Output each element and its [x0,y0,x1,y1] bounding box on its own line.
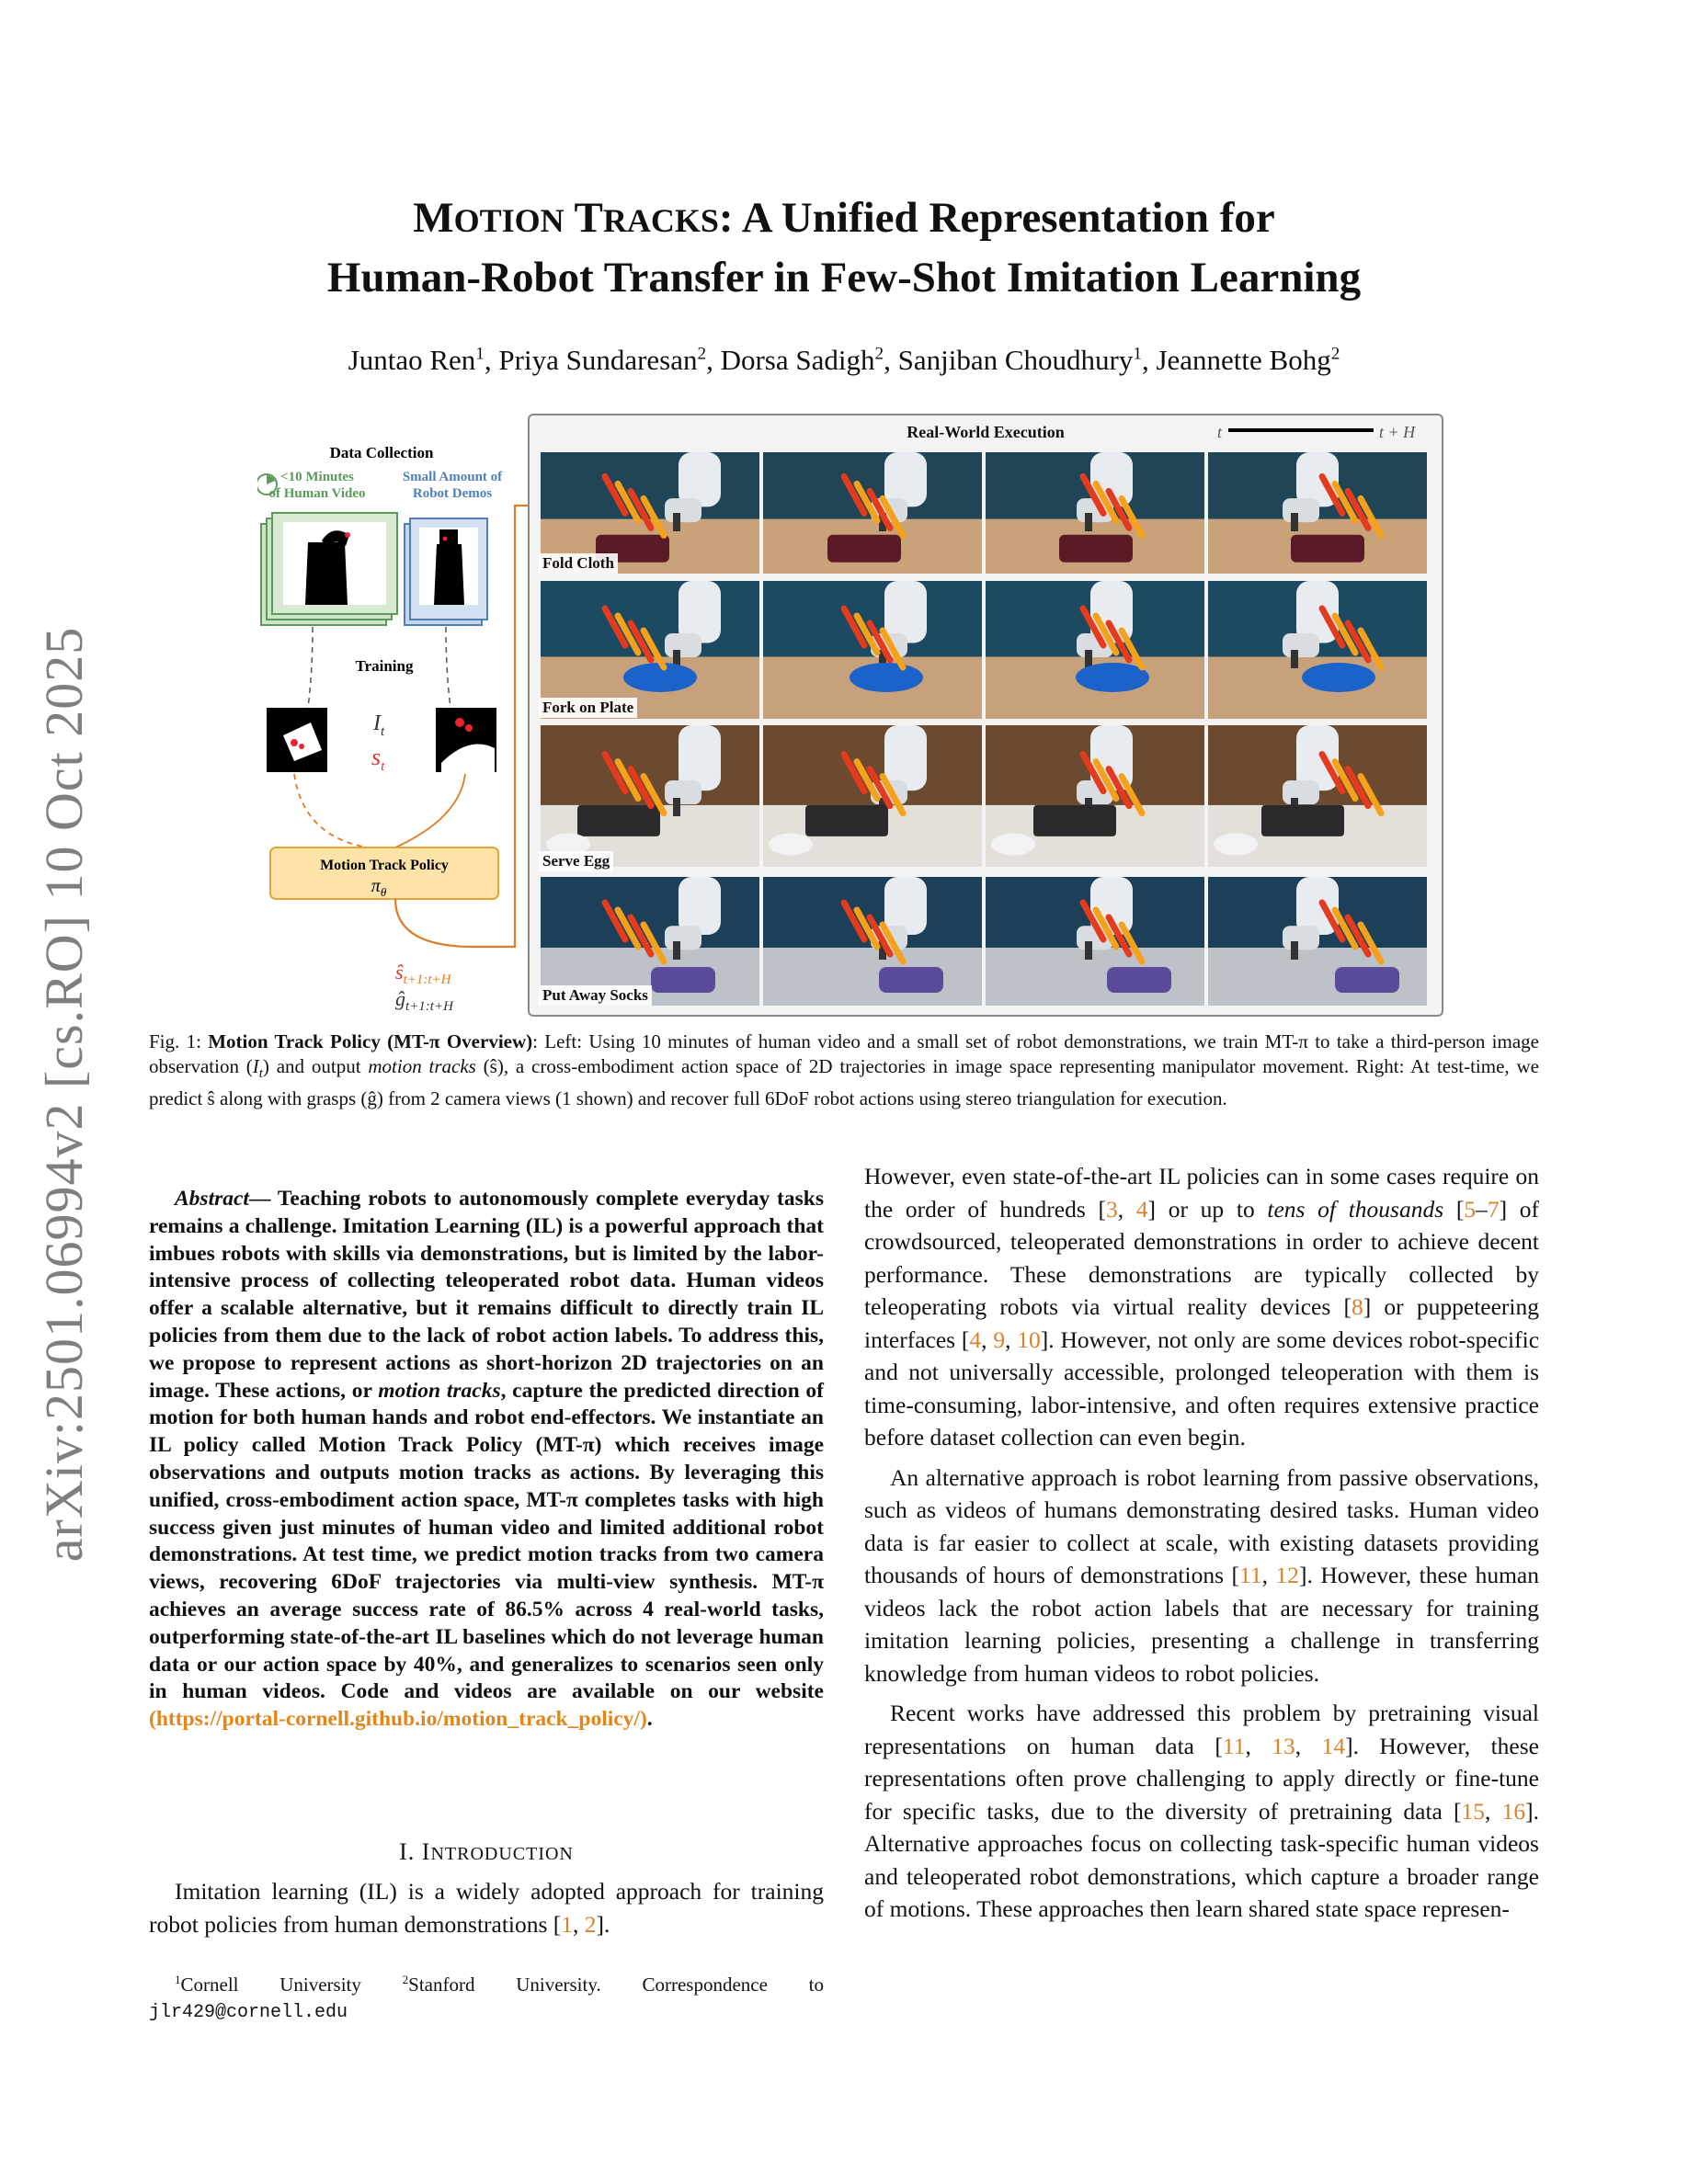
citation-link[interactable]: 16 [1501,1797,1526,1825]
execution-frame [1208,725,1427,867]
figure-real-world-execution [528,414,1443,1017]
paragraph: However, even state-of-the-art IL policies can in some cases require on the order of hundreds [3, 4] or up to tens of thousands [5–7] of crowdsourced, teleoperated demonstrations in order to achieve decent performance. These demonstrations are typically collected by teleoperating robots via virtual reality devices [8] or puppeteering interfaces [4, 9, 10]. However, not only are some devices robot-specific and not universally accessible, prolonged teleoperation with them is time-consuming, labor-intensive, and often requires extensive practice before dataset collection can even begin. [864,1163,1540,1450]
svg-text:t + H: t + H [1379,423,1416,441]
citation-link[interactable]: 7 [1487,1195,1500,1223]
citation-link[interactable]: 13 [1272,1732,1295,1759]
execution-frame [763,877,982,1018]
predicted-track-output: $ŝ_{t+1:t+H}$ [395,961,451,987]
execution-frame [986,581,1204,722]
author: Juntao Ren$^1$ [348,344,485,376]
execution-frame [763,581,982,722]
real-world-execution-title: Real-World Execution [907,423,1065,441]
policy-symbol: $\pi_\theta$ [371,876,387,899]
abstract: Abstract— Teaching robots to autonomously complete everyday tasks remains a challenge. Imitation Learning (IL) is a powerful approach that imbues robots with skills via demonstrations, but is limited by the labor-intensive process of collecting teleoperated robot data. Human videos offer a scalable alternative, but it remains difficult to directly train IL policies from them due to the lack of robot action labels. To address this, we propose to represent actions as short-horizon 2D trajectories on an image. These actions, or motion tracks, capture the predicted direction of motion for both human hands and robot end-effectors. We instantiate an IL policy called Motion Track Policy (MT-π) which receives image observations and outputs motion tracks as actions. By leveraging this unified, cross-embodiment action space, MT-π completes tasks with high success given just minutes of human video and limited additional robot demonstrations. At test time, we predict motion tracks from two camera views, recovering 6DoF trajectories via multi-view synthesis. MT-π achieves an average success rate of 86.5% across 4 real-world tasks, outperforming state-of-the-art IL baselines which do not leverage human data or our action space by 40%, and generalizes to scenarios seen only in human videos. Code and videos are available on our website (https://portal-cornell.github.io/motion_track_policy/). [149,1187,824,1732]
paragraph: An alternative approach is robot learning from passive observations, such as videos of humans demonstrating desired tasks. Human video data is far easier to collect at scale, with existing datasets providing thousands of hours of demonstrations [11, 12]. However, these human videos lack the robot action labels that are necessary for training imitation learning policies, presenting a challenge in transferring knowledge from human videos to robot policies. [864,1463,1539,1687]
author: Jeannette Bohg$^2$ [1156,344,1340,376]
execution-frame [541,725,759,867]
human-video-stack [261,513,397,625]
citation-link[interactable]: 5 [1464,1195,1477,1223]
citation-link[interactable]: 1 [561,1910,574,1938]
pipeline-diagram-svg [257,432,533,1011]
data-collection-label: Data Collection [329,444,434,461]
author: Dorsa Sadigh$^2$ [720,344,884,376]
task-label-put-away-socks: Put Away Socks [539,985,652,1006]
task-label-fold-cloth: Fold Cloth [539,553,618,574]
time-horizon-legend [1208,419,1438,450]
website-link[interactable]: (https://portal-cornell.github.io/motion_track_policy/) [149,1707,647,1732]
policy-label: Motion Track Policy [320,858,449,873]
abstract-label: Abstract [175,1187,249,1211]
section-heading-introduction: I. INTRODUCTION [399,1838,574,1865]
citation-link[interactable]: 3 [1105,1195,1118,1223]
citation-link[interactable]: 2 [584,1910,597,1938]
execution-frame [1208,877,1427,1018]
paragraph: Recent works have addressed this problem by pretraining visual representations on human data [11, 13, 14]. However, these representations often prove challenging to apply directly or fine-tune for specific tasks, due to the diversity of pretraining data [15, 16]. Alternative approaches focus on collecting task-specific human videos and teleoperated robot demonstrations, which capture a broader range of motions. These approaches then learn shared state space represen- [864,1700,1539,1922]
title-line-1: MOTION TRACKS: A Unified Representation for [413,194,1275,242]
paper-title [184,189,1504,306]
citation-link[interactable]: 4 [1135,1195,1148,1223]
execution-frame [763,452,982,594]
arxiv-sidebar [28,607,101,1581]
right-column-text [864,1160,1539,1926]
introduction-paragraph: Imitation learning (IL) is a widely adopted approach for training robot policies from human demonstrations [1, 2]. [149,1878,824,1938]
human-video-label-2: of Human Video [268,486,366,501]
robot-demos-label-2: Robot Demos [412,486,493,501]
affiliation-footnote: $^1$Cornell University $^2$Stanford University. Correspondence to jlr429@cornell.edu [149,1973,824,2023]
execution-frame [986,877,1204,1018]
author: Priya Sundaresan$^2$ [498,344,707,376]
predicted-grasp-output: $ĝ_{t+1:t+H}$ [395,987,453,1011]
training-label: Training [355,657,414,675]
svg-text:t: t [1217,423,1223,441]
citation-link[interactable]: 14 [1321,1732,1346,1759]
execution-frame [763,725,982,867]
execution-frame [986,452,1204,594]
author: Sanjiban Choudhury$^1$ [897,344,1142,376]
observation-symbol: $I_t$ [373,711,385,739]
execution-frame [986,725,1204,867]
correspondence-email[interactable]: jlr429@cornell.edu [149,2002,348,2023]
arxiv-identifier: arXiv:2501.06994v2 [cs.RO] 10 Oct 2025 [34,626,95,1562]
citation-link[interactable]: 10 [1017,1325,1041,1353]
citation-link[interactable]: 15 [1461,1797,1486,1825]
figure-pipeline-diagram [257,432,533,1011]
citation-link[interactable]: 11 [1222,1732,1246,1759]
citation-link[interactable]: 9 [993,1325,1006,1353]
citation-link[interactable]: 8 [1351,1293,1363,1320]
task-label-fork-on-plate: Fork on Plate [539,698,637,718]
task-label-serve-egg: Serve Egg [539,851,613,871]
execution-frame [1208,452,1427,594]
title-line-2: Human-Robot Transfer in Few-Shot Imitation Learning [326,254,1362,301]
execution-frame [1208,581,1427,722]
citation-link[interactable]: 12 [1275,1562,1299,1588]
figure-caption: Fig. 1: Motion Track Policy (MT-π Overview): Left: Using 10 minutes of human video and a small set of robot demonstrations, we train MT-π to take a third-person image observation $(I_t)$ and output motion tracks (ŝ), a cross-embodiment action space of 2D trajectories in image space representing manipulator movement. Right: At test-time, we predict ŝ along with grasps (ĝ) from 2 camera views (1 shown) and recover full 6DoF robot actions using stereo triangulation for execution. [149,1030,1539,1110]
robot-demo-stack [405,518,487,625]
robot-demos-label-1: Small Amount of [402,470,503,484]
citation-link[interactable]: 11 [1239,1562,1262,1588]
human-video-label-1: <10 Minutes [280,470,354,484]
track-symbol: $s_t$ [371,744,385,774]
author-list: Juntao Ren$^1$, Priya Sundaresan$^2$, Dorsa Sadigh$^2$, Sanjiban Choudhury$^1$, Jeannette Bohg$^2$ [348,344,1340,376]
citation-link[interactable]: 4 [969,1325,982,1353]
